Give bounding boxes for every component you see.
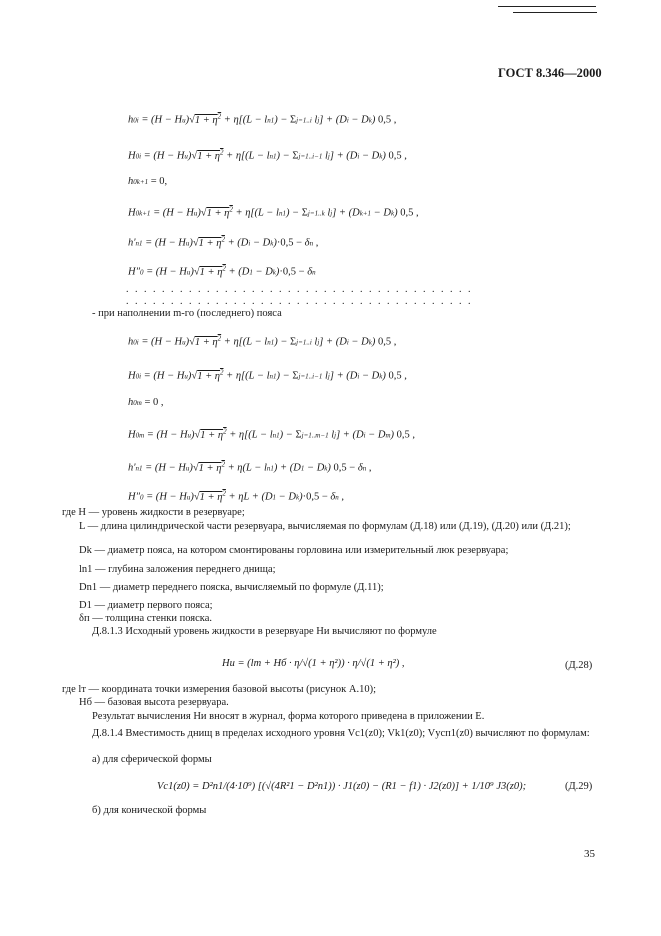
formula-H0-double-prime-m: $H''0 = (H - Hи)√1 + \eta^2 + \eta L + (D1 - Dk)\cdot 0,5 - \delta п$ , [128, 489, 345, 503]
where-item: где H — уровень жидкости в резервуаре; [62, 507, 245, 518]
where-item: ln1 — глубина заложения переднего днища; [79, 564, 276, 575]
where-item: δп — толщина стенки пояска. [79, 613, 212, 624]
standard-designation: ГОСТ 8.346—2000 [498, 66, 602, 80]
list-item-b: б) для конической формы [92, 805, 207, 816]
formula-H0i-m: $H0i = (H - Hи)√1 + \eta^2 + \eta[(L - \ln 1) - \Sigma j=1..i-1$ lj] + (Di − Dk) 0,5 , [128, 368, 407, 382]
formula-h0i-m: $h0i = (H - Hи)√1 + \eta^2 + \eta[(L - \ln 1) - \Sigma j=1..i$ lj] + (Di − Dk) 0,5 , [128, 334, 397, 348]
list-item-a: а) для сферической формы [92, 754, 212, 765]
formula-h0k1: h0k+1 = 0, [128, 176, 168, 187]
where-item: Dn1 — диаметр переднего пояска, вычисляемый по формуле (Д.11); [79, 582, 384, 593]
result-text: Результат вычисления Hи вносят в журнал, форма которого приведена в приложении Е. [92, 711, 485, 722]
corner-mark-line [498, 6, 596, 7]
formula-h0m: h0m = 0 , [128, 397, 164, 408]
where-item: Hб — базовая высота резервуара. [79, 697, 229, 708]
formula-H0i: $H0i = (H - Hи)√1 + \eta^2 + \eta[(L - \ln 1) - \Sigma j=1..i-1$ lj] + (Di − Dk) 0,5 , [128, 148, 407, 162]
where-item: L — длина цилиндрической части резервуара, вычисляемая по формулам (Д.18) или (Д.19), (Д.20) или (Д.21); [79, 521, 571, 532]
formula-hn1-m: $h'n1 = (H - Hи)√1 + \eta^2 + \eta(L - \ln 1) + (D1 - Dk) 0,5 - \delta п$ , [128, 460, 372, 474]
section-intro: - при наполнении m-го (последнего) пояса [92, 308, 282, 319]
where-item: D1 — диаметр первого пояса; [79, 600, 213, 611]
where-item: Dk — диаметр пояса, на котором смонтированы горловина или измерительный люк резервуара; [79, 545, 509, 556]
formula-d29: Vc1(z0) = D²n1/(4·10⁹) [(√(4R²1 − D²n1)) · J1(z0) − (R1 − f1) · J2(z0)] + 1/10⁹ J3(z0); [157, 781, 527, 792]
where-item: где lт — координата точки измерения базовой высоты (рисунок А.10); [62, 684, 377, 695]
formula-H0m: $H0m = (H - Hи)√1 + \eta^2 + \eta[(L - \ln 1) - \Sigma j=1..m-1$ lj] + (Di − Dm) 0,5 , [128, 427, 416, 441]
clause-d814: Д.8.1.4 Вместимость днищ в пределах исходного уровня Vc1(z0); Vk1(z0); Vусп1(z0) вычисляют по формулам: [92, 728, 590, 739]
formula-number: (Д.28) [565, 660, 593, 671]
formula-h0i: $h0i = (H - Hи)√1 + \eta^2 + \eta[(L - \ln 1) - \Sigma j=1..i$ lj] + (Di − Dk) 0,5 , [128, 112, 397, 126]
ellipsis-line: . . . . . . . . . . . . . . . . . . . . . . . . . . . . . . . . . . . . . . . [126, 296, 473, 307]
page-number: 35 [584, 848, 595, 860]
clause-d813: Д.8.1.3 Исходный уровень жидкости в резервуаре Hи вычисляют по формуле [92, 626, 437, 637]
formula-d28: Hи = (lт + Hб · η/√(1 + η²)) · η/√(1 + η²) , [222, 658, 405, 669]
formula-number: (Д.29) [565, 781, 593, 792]
formula-H0k1: $H0k+1 = (H - Hи)√1 + \eta^2 + \eta[(L - \ln 1) - \Sigma j=1..k$ lj] + (Dk+1 − Dk) 0,5 , [128, 205, 419, 219]
corner-mark-line [513, 12, 597, 13]
formula-H0-double-prime: $H''0 = (H - Hи)√1 + \eta^2 + (D1 - Dk)\cdot 0,5 - \delta п$ [128, 264, 316, 278]
ellipsis-line: . . . . . . . . . . . . . . . . . . . . . . . . . . . . . . . . . . . . . . . [126, 284, 473, 295]
formula-hn1: $h'n1 = (H - Hи)√1 + \eta^2 + (Di - Dk)\cdot 0,5 - \delta п$ , [128, 235, 319, 249]
